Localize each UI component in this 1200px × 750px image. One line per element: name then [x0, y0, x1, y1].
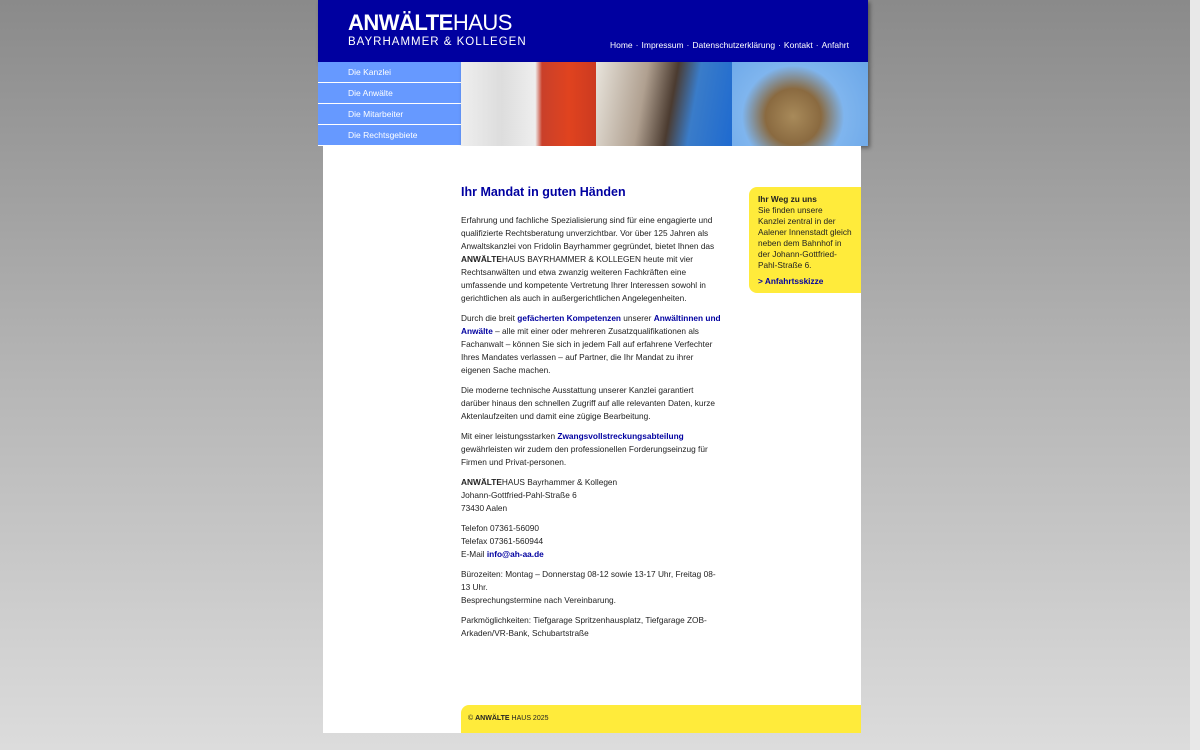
separator: · [686, 40, 690, 50]
nav-anwaelte[interactable]: Die Anwälte [318, 83, 461, 104]
brand: ANWÄLTE [461, 477, 502, 487]
text: Besprechungstermine nach Vereinbarung. [461, 595, 616, 605]
nav-rechtsgebiete[interactable]: Die Rechtsgebiete [318, 125, 461, 146]
contact [461, 522, 723, 561]
topnav-home[interactable]: Home [609, 40, 633, 50]
banner-image-building [596, 62, 732, 146]
scrollbar[interactable] [1190, 0, 1200, 750]
phone: Telefon 07361-56090 [461, 523, 539, 533]
link-zwangsvollstreckung[interactable]: Zwangsvollstreckungsabteilung [557, 431, 684, 441]
nav-kanzlei[interactable]: Die Kanzlei [318, 62, 461, 83]
text: gewährleisten wir zudem den professionellen Forderungseinzug für Firmen und Privat-personen. [461, 444, 708, 467]
link-kompetenzen[interactable]: gefächerten Kompetenzen [517, 313, 621, 323]
city: 73430 Aalen [461, 503, 508, 513]
top-nav [610, 40, 849, 50]
text: Durch die breit [461, 313, 518, 323]
text: – alle mit einer oder mehreren Zusatzqualifikationen als Fachanwalt – können Sie sich in jedem Fall auf erfahrene Verfechter Ihres Mandates verlassen – auf Partner, die Ihr Mandat zu ihrer eigenen Sache machen. [461, 326, 713, 375]
directions-link[interactable]: > Anfahrtsskizze [758, 276, 824, 286]
text: HAUS BAYRHAMMER & KOLLEGEN heute mit vier Rechtsanwälten und etwa zwanzig weiteren Fachkräften eine umfassende und kompetente Vertretung Ihrer Interessen sowohl in gerichtlichen als auch in außergerichtlichen Angelegenheiten. [461, 254, 706, 303]
page-title: Ihr Mandat in guten Händen [461, 185, 626, 199]
main-article [461, 184, 723, 647]
topnav-datenschutz[interactable]: Datenschutzerklärung [692, 40, 776, 50]
brand: ANWÄLTE [475, 715, 510, 722]
copyright: © [468, 715, 476, 722]
directions-box [749, 187, 861, 293]
parking: Parkmöglichkeiten: Tiefgarage Spritzenhausplatz, Tiefgarage ZOB-Arkaden/VR-Bank, Schubartstraße [461, 615, 707, 638]
nav-mitarbeiter[interactable]: Die Mitarbeiter [318, 104, 461, 125]
office-hours [461, 568, 723, 607]
brand: ANWÄLTE [461, 254, 502, 264]
directions-title: Ihr Weg zu uns [758, 194, 817, 204]
topnav-anfahrt[interactable]: Anfahrt [821, 40, 849, 50]
directions-text: Sie finden unsere Kanzlei zentral in der Aalener Innenstadt gleich neben dem Bahnhof in der Johann-Gottfried-Pahl-Straße 6. [758, 205, 852, 270]
banner-image-justitia [732, 62, 868, 146]
text: unserer [621, 313, 654, 323]
paragraph-intro [461, 214, 723, 305]
separator: · [635, 40, 639, 50]
paragraph-zwangsvollstreckung [461, 430, 723, 469]
email-link[interactable]: info@ah-aa.de [486, 549, 544, 559]
separator: · [815, 40, 819, 50]
text: Erfahrung und fachliche Spezialisierung sind für eine engagierte und qualifizierte Rechtsberatung unverzichtbar. Vor über 125 Jahren als Anwaltskanzlei von Fridolin Bayrhammer gegründet, bietet Ihnen das [461, 215, 715, 251]
street: Johann-Gottfried-Pahl-Straße 6 [461, 490, 577, 500]
separator: · [778, 40, 781, 50]
content [323, 146, 861, 733]
paragraph-technik: Die moderne technische Ausstattung unserer Kanzlei garantiert darüber hinaus den schnellen Zugriff auf alle relevanten Daten, kurze Aktenlaufzeiten und damit eine zügige Bearbeitung. [461, 385, 715, 421]
logo[interactable] [348, 12, 527, 48]
logo-subtitle: BAYRHAMMER & KOLLEGEN [348, 36, 527, 48]
banner-image-books [461, 62, 596, 146]
text: HAUS Bayrhammer & Kollegen [501, 477, 618, 487]
footer [461, 705, 861, 733]
text: Bürozeiten: Montag – Donnerstag 08-12 sowie 13-17 Uhr, Freitag 08-13 Uhr. [461, 569, 716, 592]
side-nav [318, 62, 461, 146]
fax: Telefax 07361-560944 [461, 536, 544, 546]
banner [461, 62, 868, 146]
text: Mit einer leistungsstarken [461, 431, 558, 441]
topnav-impressum[interactable]: Impressum [641, 40, 684, 50]
address [461, 476, 723, 515]
link-anwaelte[interactable]: Anwältinnen und Anwälte [461, 313, 721, 336]
paragraph-competences [461, 312, 723, 377]
logo-bold: ANWÄLTE [348, 10, 453, 35]
topnav-kontakt[interactable]: Kontakt [783, 40, 813, 50]
logo-light: HAUS [452, 10, 512, 35]
text: HAUS 2025 [509, 715, 549, 722]
header [318, 0, 868, 62]
email-label: E-Mail [461, 549, 487, 559]
